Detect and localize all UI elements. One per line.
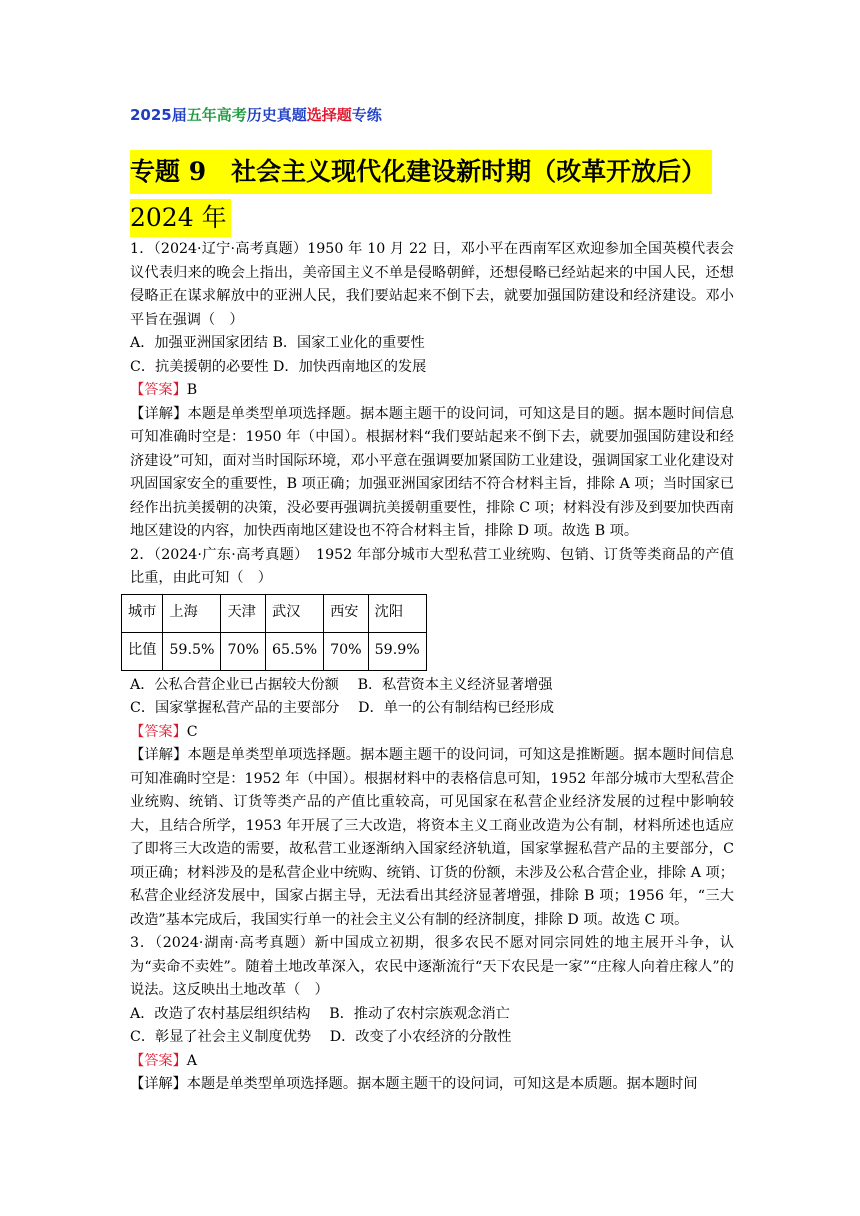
question-2-table [121,594,427,671]
table-row [122,632,427,670]
answer-tag: 【答案】 [130,382,187,398]
answer-value: A [186,1052,198,1069]
question-1-options-cd: C．抗美援朝的必要性 D．加快西南地区的发展 [130,358,427,375]
table-city-cell: 武汉 [266,594,324,632]
question-2-options-ab: A．公私合营企业已占据较大份额 B．私营资本主义经济显著增强 [130,676,553,693]
table-value-cell: 70% [324,632,369,670]
series-title-part3: 历史真题 [246,106,307,124]
detail-tag: 【详解】 [130,747,188,763]
table-value-cell: 70% [221,632,266,670]
question-3-detail [130,1073,734,1097]
table-value-cell: 65.5% [266,632,324,670]
question-1-stem: 1．（2024·辽宁·高考真题）1950 年 10 月 22 日，邓小平在西南军区欢迎参加全国英模代表会议代表归来的晚会上指出，美帝国主义不单是侵略朝鲜，还想侵略已经站起来的中国人民，还想侵略正在谋求解放中的亚洲人民，我们要站起来不倒下去，就要加强国防建设和经济建设。邓小平旨在强调（ ） [130,241,734,328]
question-2-answer [130,721,734,745]
question-2-stem: 2．（2024·广东·高考真题） 1952 年部分城市大型私营工业统购、包销、订货等类商品的产值比重，由此可知（ ） [130,546,734,586]
table-city-cell: 沈阳 [368,594,426,632]
question-3-options-ab: A．改造了农村基层组织结构 B．推动了农村宗族观念消亡 [130,1005,510,1022]
detail-text: 本题是单类型单项选择题。据本题主题干的设问词，可知这是本质题。据本题时间 [186,1076,698,1092]
topic-title: 专题 9 社会主义现代化建设新时期（改革开放后） [130,150,712,194]
table-city-cell: 上海 [163,594,221,632]
answer-tag: 【答案】 [130,1052,187,1069]
answer-value: C [186,723,198,740]
series-title-part2: 五年高考 [186,106,247,124]
question-1-detail [130,403,734,544]
table-row-label-cell: 比值 [122,632,163,670]
year-heading: 2024 年 [130,199,231,237]
question-3-answer [130,1050,734,1074]
question-3-options-cd: C．彰显了社会主义制度优势 D．改变了小农经济的分散性 [130,1029,512,1045]
document-content [130,238,734,1097]
series-title-part4: 选择题 [306,106,352,124]
table-header-cell: 城市 [122,594,163,632]
table-value-cell: 59.9% [368,632,426,670]
question-1-answer [130,379,734,403]
answer-value: B [186,382,198,398]
series-title [130,104,382,125]
series-title-part5: 专练 [351,106,382,124]
question-2-detail [130,744,734,932]
question-3-stem: 3．（2024·湖南·高考真题）新中国成立初期，很多农民不愿对同宗同姓的地主展开斗争，认为“卖命不卖姓”。随着土地改革深入，农民中逐渐流行“天下农民是一家”“庄稼人向着庄稼人”的说法。这反映出土地改革（ ） [130,935,734,998]
answer-tag: 【答案】 [130,723,187,740]
detail-text: 本题是单类型单项选择题。据本题主题干的设问词，可知这是目的题。据本题时间信息可知准确时空是：1950 年（中国）。根据材料“我们要站起来不倒下去，就要加强国防建设和经济建设”可知，面对当时国际环境，邓小平意在强调要加紧国防工业建设，强调国家工业化建设对巩固国家安全的重要性，B 项正确；加强亚洲国家团结不符合材料主旨，排除 A 项；当时国家已经作出抗美援朝的决策，没必要再强调抗美援朝重要性，排除 C 项；材料没有涉及到要加快西南地区建设的内容，加快西南地区建设也不符合材料主旨，排除 D 项。故选 B 项。 [130,405,734,539]
table-value-cell: 59.5% [163,632,221,670]
series-title-part1: 2025届 [130,106,187,124]
question-2-options-cd: C．国家掌握私营产品的主要部分 D．单一的公有制结构已经形成 [130,700,554,716]
question-1-options-ab: A．加强亚洲国家团结 B．国家工业化的重要性 [130,335,425,351]
table-city-cell: 西安 [324,594,369,632]
table-city-cell: 天津 [221,594,266,632]
detail-tag: 【详解】 [130,1076,187,1092]
table-row [122,594,427,632]
detail-tag: 【详解】 [130,405,188,422]
detail-text: 本题是单类型单项选择题。据本题主题干的设问词，可知这是推断题。据本题时间信息可知准确时空是：1952 年（中国）。根据材料中的表格信息可知，1952 年部分城市大型私营企业统购、统销、订货等类产品的产值比重较高，可见国家在私营企业经济发展的过程中影响较大，且结合所学，1953 年开展了三大改造，将资本主义工商业改造为公有制，材料所述也适应了即将三大改造的需要，故私营工业逐渐纳入国家经济轨道，国家掌握私营产品的主要部分，C 项正确；材料涉及的是私营企业中统购、统销、订货的份额，未涉及公私合营企业，排除 A 项；私营企业经济发展中，国家占据主导，无法看出其经济显著增强，排除 B 项；1956 年，“三大改造”基本完成后，我国实行单一的社会主义公有制的经济制度，排除 D 项。故选 C 项。 [130,747,734,928]
